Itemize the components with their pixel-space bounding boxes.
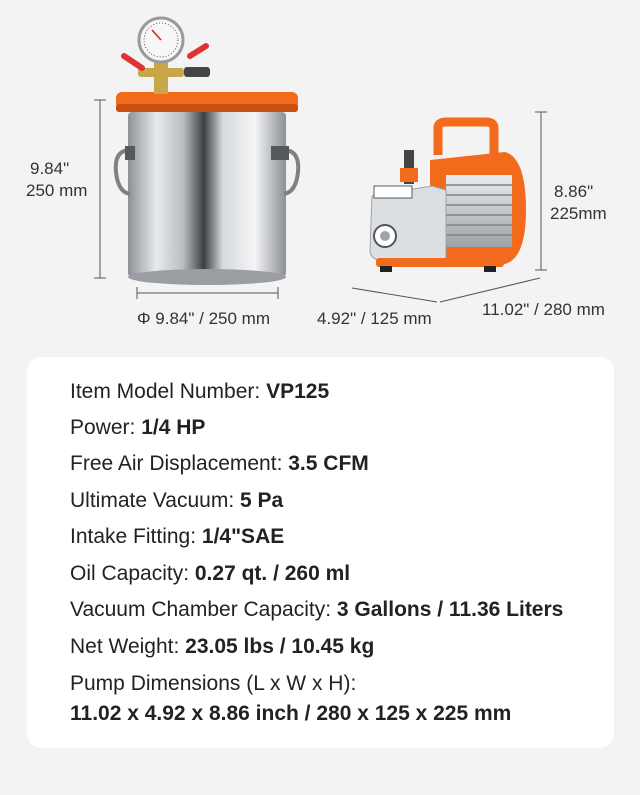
spec-oil-capacity	[70, 561, 350, 587]
product-image-area	[0, 0, 640, 345]
pump-height-in-label: 8.86"	[554, 182, 594, 201]
spec-chamber-capacity	[70, 597, 563, 623]
spec-value: 1/4"SAE	[201, 525, 285, 548]
spec-value: VP125	[266, 380, 330, 403]
spec-label: Power:	[70, 416, 142, 439]
spec-value: 0.27 qt. / 260 ml	[194, 562, 351, 585]
chamber-diameter-label: Φ 9.84" / 250 mm	[137, 309, 270, 328]
spec-label: Net Weight:	[70, 635, 186, 658]
spec-value: 3 Gallons / 11.36 Liters	[336, 598, 564, 621]
spec-pump-dimensions-label: Pump Dimensions (L x W x H):	[70, 672, 357, 695]
vacuum-chamber-image	[0, 0, 640, 345]
spec-ultimate-vacuum	[70, 488, 283, 514]
pump-width-label: 4.92" / 125 mm	[317, 309, 432, 328]
spec-label: Ultimate Vacuum:	[70, 489, 240, 512]
spec-value: 3.5 CFM	[288, 452, 369, 475]
spec-value: 5 Pa	[240, 489, 284, 512]
spec-free-air-displacement	[70, 451, 369, 477]
pump-length-label: 11.02" / 280 mm	[482, 300, 605, 319]
spec-power	[70, 415, 205, 441]
spec-pump-dimensions-value: 11.02 x 4.92 x 8.86 inch / 280 x 125 x 225 mm	[70, 702, 512, 725]
specifications-card	[27, 357, 614, 748]
spec-value: 23.05 lbs / 10.45 kg	[185, 635, 375, 658]
spec-model-number	[70, 379, 329, 405]
vacuum-pump-image	[370, 122, 526, 272]
spec-label: Item Model Number:	[70, 380, 267, 403]
spec-label: Intake Fitting:	[70, 525, 202, 548]
spec-intake-fitting	[70, 524, 284, 550]
spec-label: Vacuum Chamber Capacity:	[70, 598, 337, 621]
spec-label: Free Air Displacement:	[70, 452, 289, 475]
spec-value: 1/4 HP	[141, 416, 206, 439]
chamber-height-mm-label: 250 mm	[26, 181, 88, 200]
spec-label: Oil Capacity:	[70, 562, 195, 585]
pump-height-mm-label: 225mm	[550, 204, 607, 223]
spec-net-weight	[70, 634, 374, 660]
chamber-height-in-label: 9.84"	[30, 159, 70, 178]
